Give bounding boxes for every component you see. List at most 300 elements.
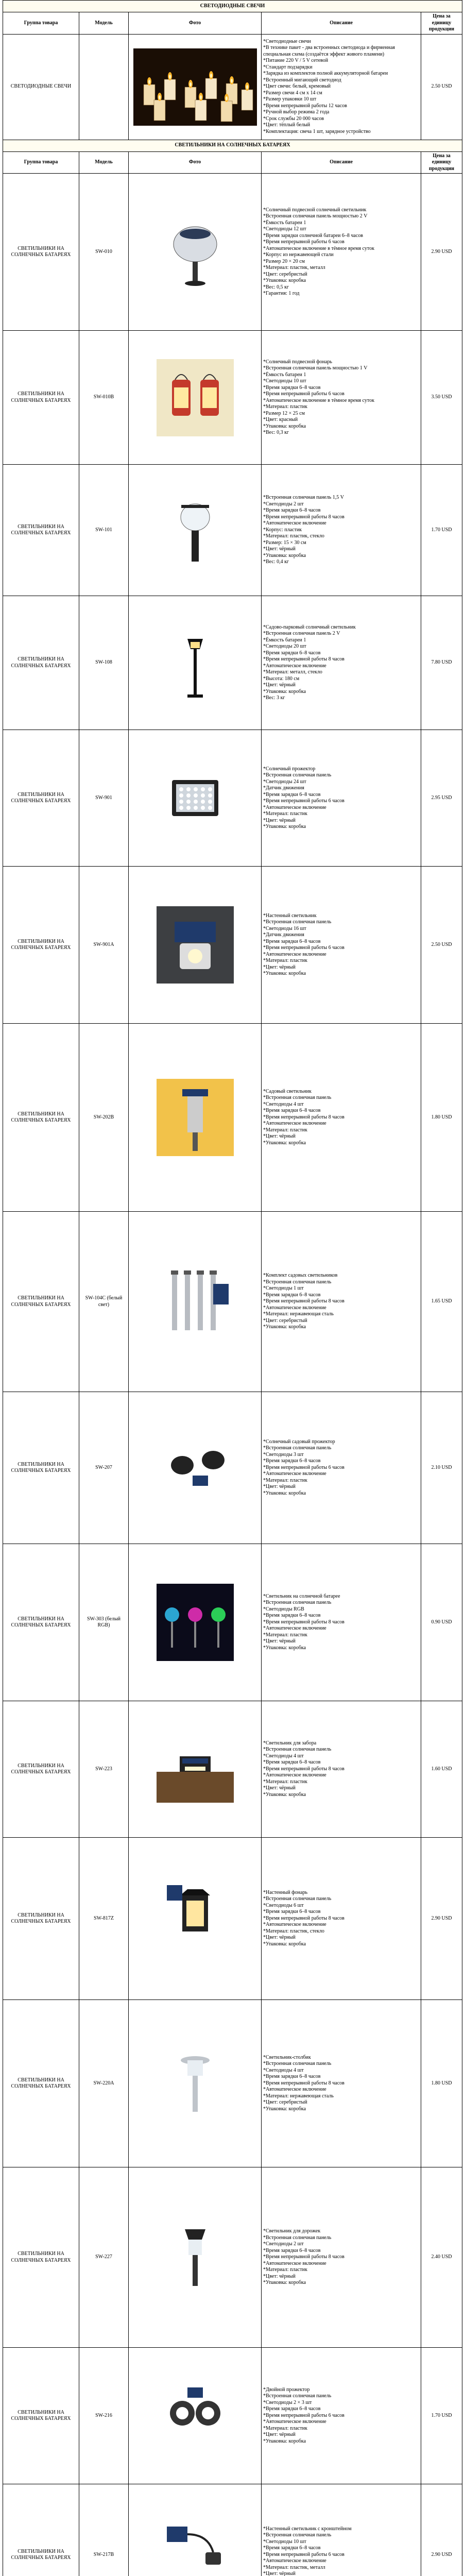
header-photo: Фото: [129, 12, 262, 35]
description-line: *Упаковка: коробка: [263, 1324, 306, 1330]
description-line: *Материал: пластик, металл: [263, 2564, 325, 2570]
description-line: *Датчик движения: [263, 785, 304, 791]
description-line: *Время зарядки 6–8 часов: [263, 1613, 321, 1619]
description-line: *Корпус из нержавеющей стали: [263, 252, 334, 258]
description-line: *Автоматическое включение: [263, 2260, 326, 2266]
header-price: Цена за единицу продукции: [421, 151, 462, 174]
description-line: *Время непрерывной работы 12 часов: [263, 103, 347, 109]
product-description: [262, 2167, 421, 2348]
description-line: *Цвет: чёрный: [263, 964, 296, 970]
description-line: *Светодиоды 4 шт: [263, 2067, 304, 2073]
description-line: *Размер: 15 × 30 см: [263, 539, 306, 546]
description-line: *Комплектация: свеча 1 шт, зарядное устройство: [263, 128, 371, 134]
description-line: *Автоматическое включение: [263, 520, 326, 527]
description-line: *Встроенная солнечная панель 1,5 V: [263, 495, 345, 501]
description-line: *Материал: пластик: [263, 958, 307, 963]
description-line: *Встроенная солнечная панель: [263, 1896, 332, 1902]
photo-frame: [130, 332, 260, 463]
header-model: Модель: [79, 151, 129, 174]
product-description: [262, 1544, 421, 1701]
description-line: *Автоматическое включение: [263, 1304, 326, 1311]
product-model: SW-207: [79, 1392, 129, 1544]
product-model: SW-101: [79, 465, 129, 596]
product-price: 2.10 USD: [421, 1392, 462, 1544]
product-model: SW-010B: [79, 331, 129, 465]
description-line: *Вес: 0,4 кг: [263, 559, 289, 565]
description-line: *Светильник для забора: [263, 1740, 317, 1746]
description-line: *Материал: нержавеющая сталь: [263, 2093, 334, 2099]
product-group: СВЕТИЛЬНИКИ НА СОЛНЕЧНЫХ БАТАРЕЯХ: [3, 867, 79, 1024]
product-group: СВЕТИЛЬНИКИ НА СОЛНЕЧНЫХ БАТАРЕЯХ: [3, 465, 79, 596]
product-model: SW-901: [79, 730, 129, 867]
description-line: *Упаковка: коробка: [263, 2438, 306, 2444]
description-line: *Встроенная солнечная панель: [263, 1600, 332, 1606]
description-line: *Светодиоды 16 шт: [263, 925, 306, 931]
product-model: [79, 34, 129, 140]
description-line: *Ёмкость батареи 1: [263, 371, 306, 378]
photo-frame: [130, 2001, 260, 2166]
product-photo: [129, 1392, 262, 1544]
description-line: *Настенный светильник с кронштейном: [263, 2526, 352, 2532]
product-photo: [129, 174, 262, 331]
product-model: SW-901A: [79, 867, 129, 1024]
photo-frame: [130, 1393, 260, 1543]
description-line: *Автоматическое включение в тёмное время суток: [263, 397, 375, 403]
product-photo: [129, 2348, 262, 2484]
product-row: [3, 2167, 462, 2348]
description-line: *Светодиоды RGB: [263, 1606, 304, 1612]
description-line: *Светодиоды 4 шт: [263, 1101, 304, 1107]
description-line: *Время непрерывной работы 6 часов: [263, 945, 345, 951]
description-line: *Высота: 180 см: [263, 675, 300, 682]
description-line: *Материал: пластик: [263, 811, 307, 817]
description-line: *Светодиоды 12 шт: [263, 226, 306, 232]
color-stake-icon: [157, 1584, 234, 1661]
header-model: Модель: [79, 12, 129, 35]
garden-spot-icon: [157, 1079, 234, 1156]
product-photo: [129, 465, 262, 596]
product-group: СВЕТИЛЬНИКИ НА СОЛНЕЧНЫХ БАТАРЕЯХ: [3, 1701, 79, 1838]
header-row-repeat: [3, 151, 462, 174]
product-model: SW-303 (белый RGB): [79, 1544, 129, 1701]
description-line: *Встроенная солнечная панель: [263, 2393, 332, 2399]
product-price: 2.40 USD: [421, 2167, 462, 2348]
description-line: *Время зарядки 6–8 часов: [263, 2545, 321, 2551]
description-line: *Упаковка: коробка: [263, 552, 306, 558]
product-photo: [129, 34, 262, 140]
product-model: SW-217B: [79, 2484, 129, 2576]
description-line: *Встроенная солнечная панель: [263, 2061, 332, 2067]
description-line: *Садово-парковый солнечный светильник: [263, 624, 356, 630]
description-line: *Срок службы 20 000 часов: [263, 115, 324, 122]
product-group: СВЕТИЛЬНИКИ НА СОЛНЕЧНЫХ БАТАРЕЯХ: [3, 2348, 79, 2484]
description-line: *Время непрерывной работы 6 часов: [263, 798, 345, 804]
description-line: *Время зарядки 6–8 часов: [263, 1458, 321, 1464]
section-solar-title: СВЕТИЛЬНИКИ НА СОЛНЕЧНЫХ БАТАРЕЯХ: [3, 140, 462, 151]
bollard-icon: [157, 2045, 234, 2122]
product-group: СВЕТОДИОДНЫЕ СВЕЧИ: [3, 34, 79, 140]
description-line: *Датчик движения: [263, 932, 304, 938]
product-photo: [129, 1544, 262, 1701]
description-line: *Встроенная солнечная панель: [263, 1279, 332, 1285]
description-line: *Двойной прожектор: [263, 2386, 310, 2393]
description-line: *Материал: пластик: [263, 1127, 307, 1133]
product-price: 7.80 USD: [421, 596, 462, 730]
description-line: *Цвет: чёрный: [263, 1785, 296, 1791]
description-line: *Время непрерывной работы 6 часов: [263, 2412, 345, 2418]
photo-frame: [130, 2349, 260, 2483]
description-line: *Встроенная солнечная панель: [263, 1445, 332, 1451]
fence-light-icon: [157, 1731, 234, 1808]
description-line: *Время непрерывной работы 8 часов: [263, 1915, 345, 1921]
product-photo: [129, 1212, 262, 1392]
product-description: [262, 867, 421, 1024]
description-line: *Упаковка: коробка: [263, 2106, 306, 2112]
description-line: *Размер упаковки 10 шт: [263, 96, 317, 103]
description-line: *Цвет: чёрный: [263, 546, 296, 552]
description-line: *Время непрерывной работы 8 часов: [263, 2254, 345, 2260]
description-line: *Ёмкость батареи 1: [263, 219, 306, 226]
product-price: 2.90 USD: [421, 174, 462, 331]
description-line: *Встроенная солнечная панель: [263, 1095, 332, 1101]
stake-light-icon: [157, 1263, 234, 1341]
wall-light-icon: [157, 906, 234, 984]
description-line: *В технике пакет - два встроенных светодиода и фирменная специальная схема (создаётся эффект живого пламени): [263, 45, 395, 57]
description-line: *Цвет: чёрный: [263, 2273, 296, 2279]
description-line: *Время зарядки 6–8 часов: [263, 1909, 321, 1915]
product-description: [262, 174, 421, 331]
description-line: *Цвет: серебристый: [263, 1317, 307, 1324]
description-line: *Время зарядки 6–8 часов: [263, 507, 321, 514]
product-description: [262, 1392, 421, 1544]
description-line: *Светодиоды 4 шт: [263, 1753, 304, 1759]
product-model: SW-108: [79, 596, 129, 730]
description-line: *Цвет: чёрный: [263, 1133, 296, 1140]
product-price: 2.50 USD: [421, 867, 462, 1024]
header-description: Описание: [262, 12, 421, 35]
description-line: *Автоматическое включение: [263, 1772, 326, 1778]
product-row: [3, 2000, 462, 2167]
description-line: *Материал: пластик, стекло: [263, 1928, 324, 1934]
pathway-light-icon: [157, 2219, 234, 2296]
description-line: *Упаковка: коробка: [263, 971, 306, 976]
product-row: [3, 465, 462, 596]
photo-frame: [130, 466, 260, 595]
product-price: 2.50 USD: [421, 34, 462, 140]
product-group: СВЕТИЛЬНИКИ НА СОЛНЕЧНЫХ БАТАРЕЯХ: [3, 1024, 79, 1212]
description-line: *Материал: пластик: [263, 1778, 307, 1785]
product-description: [262, 465, 421, 596]
description-line: *Время непрерывной работы 6 часов: [263, 239, 345, 245]
description-line: *Автоматическое включение: [263, 2419, 326, 2425]
description-line: *Материал: пластик: [263, 2425, 307, 2431]
description-line: *Время зарядки 6–8 часов: [263, 2247, 321, 2253]
description-line: *Комплект садовых светильников: [263, 1273, 338, 1279]
description-line: *Цвет: чёрный: [263, 817, 296, 823]
header-group: Группа товара: [3, 151, 79, 174]
description-line: *Время непрерывной работы 8 часов: [263, 514, 345, 520]
product-group: СВЕТИЛЬНИКИ НА СОЛНЕЧНЫХ БАТАРЕЯХ: [3, 596, 79, 730]
description-line: *Автоматическое включение: [263, 2087, 326, 2093]
product-row: [3, 1024, 462, 1212]
description-line: *Автоматическое включение: [263, 804, 326, 810]
description-line: *Цвет: чёрный: [263, 1484, 296, 1490]
product-description: [262, 331, 421, 465]
product-group: СВЕТИЛЬНИКИ НА СОЛНЕЧНЫХ БАТАРЕЯХ: [3, 331, 79, 465]
description-line: *Гарантия: 1 год: [263, 291, 300, 296]
description-line: *Время зарядки 6–8 часов: [263, 791, 321, 798]
product-photo: [129, 1838, 262, 2000]
product-row: [3, 1212, 462, 1392]
description-line: *Время непрерывной работы 6 часов: [263, 391, 345, 397]
description-line: *Автоматическое включение: [263, 1922, 326, 1928]
description-line: *Встроенная солнечная панель: [263, 772, 332, 778]
product-row: [3, 730, 462, 867]
photo-frame: [130, 868, 260, 1022]
description-line: *Ёмкость батареи 1: [263, 637, 306, 643]
description-line: *Упаковка: коробка: [263, 688, 306, 694]
candle-row: [3, 34, 462, 140]
description-line: *Упаковка: коробка: [263, 278, 306, 283]
header-price: Цена за единицу продукции: [421, 12, 462, 35]
description-line: *Упаковка: коробка: [263, 2280, 306, 2286]
description-line: *Встроенная солнечная панель: [263, 2234, 332, 2241]
product-price: 1.80 USD: [421, 1024, 462, 1212]
description-line: *Цвет: серебристый: [263, 271, 307, 277]
product-description: [262, 730, 421, 867]
description-line: *Светильник-столбик: [263, 2054, 311, 2060]
description-line: *Упаковка: коробка: [263, 1791, 306, 1798]
description-line: *Упаковка: коробка: [263, 1490, 306, 1496]
description-line: *Цвет: чёрный: [263, 682, 296, 688]
photo-frame: [130, 2485, 260, 2576]
product-photo: [129, 2484, 262, 2576]
description-line: *Время непрерывной работы 8 часов: [263, 1766, 345, 1772]
description-line: *Упаковка: коробка: [263, 1140, 306, 1146]
header-row: [3, 12, 462, 35]
product-group: СВЕТИЛЬНИКИ НА СОЛНЕЧНЫХ БАТАРЕЯХ: [3, 1544, 79, 1701]
description-line: *Цвет: чёрный: [263, 1638, 296, 1645]
description-line: *Размер 20 × 20 см: [263, 258, 305, 264]
product-row: [3, 2484, 462, 2576]
description-line: *Материал: пластик: [263, 2267, 307, 2273]
product-row: [3, 1392, 462, 1544]
product-row: [3, 596, 462, 730]
description-line: *Цвет: тёплый белый: [263, 122, 311, 128]
photo-frame: [130, 1839, 260, 1998]
product-row: [3, 1701, 462, 1838]
description-line: *Время зарядки 6–8 часов: [263, 650, 321, 656]
candles-icon: [133, 48, 257, 126]
description-line: *Встроенная солнечная панель: [263, 2532, 332, 2538]
camping-lantern-icon: [157, 359, 234, 436]
description-line: *Светодиодные свечи: [263, 38, 311, 44]
description-line: *Время непрерывной работы 6 часов: [263, 1464, 345, 1470]
product-group: СВЕТИЛЬНИКИ НА СОЛНЕЧНЫХ БАТАРЕЯХ: [3, 1212, 79, 1392]
description-line: *Встроенная солнечная панель: [263, 919, 332, 925]
product-group: СВЕТИЛЬНИКИ НА СОЛНЕЧНЫХ БАТАРЕЯХ: [3, 730, 79, 867]
header-photo: Фото: [129, 151, 262, 174]
header-group: Группа товара: [3, 12, 79, 35]
description-line: *Ручной выбор режима 2 года: [263, 109, 330, 115]
product-row: [3, 867, 462, 1024]
price-list-page: [3, 0, 462, 2576]
description-line: *Упаковка: коробка: [263, 1645, 306, 1651]
product-photo: [129, 867, 262, 1024]
photo-frame: [130, 2168, 260, 2346]
description-line: *Время непрерывной работы 8 часов: [263, 2080, 345, 2086]
description-line: *Светодиоды 20 шт: [263, 643, 306, 649]
product-price: 3.50 USD: [421, 331, 462, 465]
product-description: [262, 1212, 421, 1392]
product-description: [262, 2484, 421, 2576]
product-model: SW-010: [79, 174, 129, 331]
description-line: *Время непрерывной работы 8 часов: [263, 656, 345, 662]
product-model: SW-817Z: [79, 1838, 129, 2000]
description-line: *Встроенная солнечная панель 2 V: [263, 631, 340, 636]
description-line: *Светодиоды 3 шт: [263, 1451, 304, 1458]
description-line: *Зарядка из комплектов полной аккумуляторной батареи: [263, 71, 388, 77]
product-description: [262, 1024, 421, 1212]
product-description: [262, 1701, 421, 1838]
product-group: СВЕТИЛЬНИКИ НА СОЛНЕЧНЫХ БАТАРЕЯХ: [3, 1838, 79, 2000]
description-line: *Автоматическое включение в тёмное время суток: [263, 245, 375, 251]
description-line: *Материал: пластик, стекло: [263, 533, 324, 539]
description-line: *Цвет: красный: [263, 417, 298, 422]
description-line: *Упаковка: коробка: [263, 423, 306, 429]
description-line: *Время зарядки 6–8 часов: [263, 1759, 321, 1766]
description-line: *Время зарядки 6–8 часов: [263, 384, 321, 391]
description-line: *Корпус: пластик: [263, 527, 302, 533]
description-line: *Время зарядки солнечной батареи 6–8 часов: [263, 232, 364, 239]
description-line: *Светодиоды 10 шт: [263, 378, 306, 384]
product-description: [262, 2000, 421, 2167]
product-row: [3, 1544, 462, 1701]
description-line: *Время зарядки 6–8 часов: [263, 938, 321, 944]
product-row: [3, 331, 462, 465]
description-line: *Время непрерывной работы 8 часов: [263, 1619, 345, 1625]
description-line: *Садовый светильник: [263, 1088, 312, 1094]
product-photo: [129, 730, 262, 867]
product-model: SW-220A: [79, 2000, 129, 2167]
description-line: *Время зарядки 6–8 часов: [263, 2074, 321, 2080]
description-line: *Светодиоды 24 шт: [263, 778, 306, 785]
description-line: *Солнечный садовый прожектор: [263, 1438, 335, 1445]
spotlight-icon: [157, 1429, 234, 1506]
product-price: 1.70 USD: [421, 2348, 462, 2484]
lantern-wall-icon: [157, 1880, 234, 1957]
product-group: СВЕТИЛЬНИКИ НА СОЛНЕЧНЫХ БАТАРЕЯХ: [3, 174, 79, 331]
photo-frame: [130, 597, 260, 728]
floodlight-icon: [157, 759, 234, 837]
product-photo: [129, 331, 262, 465]
section-candles: [3, 1, 462, 12]
description-line: *Цвет: чёрный: [263, 2432, 296, 2438]
description-line: *Автоматическое включение: [263, 1121, 326, 1127]
description-line: *Вес: 0,5 кг: [263, 284, 289, 290]
description-line: *Цвет: серебристый: [263, 2099, 307, 2106]
description-line: *Настенный светильник: [263, 912, 317, 919]
description-line: *Светодиоды 10 шт: [263, 2538, 306, 2545]
description-line: *Светодиоды 2 × 3 шт: [263, 2399, 312, 2405]
product-model: SW-223: [79, 1701, 129, 1838]
product-group: СВЕТИЛЬНИКИ НА СОЛНЕЧНЫХ БАТАРЕЯХ: [3, 1392, 79, 1544]
description-line: *Размер свечи 4 см х 14 см: [263, 90, 322, 96]
product-model: SW-227: [79, 2167, 129, 2348]
description-line: *Материал: пластик: [263, 1632, 307, 1638]
description-line: *Солнечный подвесной фонарь: [263, 359, 332, 365]
description-line: *Автоматическое включение: [263, 663, 326, 669]
header-description: Описание: [262, 151, 421, 174]
description-line: *Время непрерывной работы 8 часов: [263, 1114, 345, 1120]
section-candles-title: СВЕТОДИОДНЫЕ СВЕЧИ: [3, 1, 462, 12]
description-line: *Время зарядки 6–8 часов: [263, 1108, 321, 1114]
photo-frame: [130, 1025, 260, 1210]
description-line: *Цвет: чёрный: [263, 2571, 296, 2576]
description-line: *Встроенная солнечная панель мощностью 1 V: [263, 365, 368, 371]
description-line: *Материал: пластик, металл: [263, 265, 325, 270]
twin-spotlight-icon: [157, 2377, 234, 2454]
product-photo: [129, 596, 262, 730]
photo-frame: [130, 1702, 260, 1836]
description-line: *Автоматическое включение: [263, 2558, 326, 2564]
product-description: [262, 34, 421, 140]
description-line: *Светодиоды 2 шт: [263, 2241, 304, 2247]
post-light-icon: [157, 492, 234, 569]
product-photo: [129, 2167, 262, 2348]
solar-lantern-icon: [157, 213, 234, 291]
product-description: [262, 2348, 421, 2484]
description-line: *Материал: пластик: [263, 404, 307, 410]
description-line: *Светодиоды 2 шт: [263, 501, 304, 507]
product-group: СВЕТИЛЬНИКИ НА СОЛНЕЧНЫХ БАТАРЕЯХ: [3, 2484, 79, 2576]
description-line: *Размер 12 × 25 см: [263, 410, 305, 416]
product-photo: [129, 1701, 262, 1838]
product-photo: [129, 2000, 262, 2167]
photo-frame: [130, 1213, 260, 1391]
description-line: *Время непрерывной работы 6 часов: [263, 2551, 345, 2557]
description-line: *Встроенная солнечная панель: [263, 1747, 332, 1753]
product-row: [3, 174, 462, 331]
photo-frame: [130, 175, 260, 329]
description-line: *Автоматическое включение: [263, 951, 326, 957]
product-price: 1.65 USD: [421, 1212, 462, 1392]
product-price: 0.90 USD: [421, 1544, 462, 1701]
description-line: *Питание 220 V / 5 V сетевой: [263, 58, 329, 64]
product-price: 2.95 USD: [421, 730, 462, 867]
product-group: СВЕТИЛЬНИКИ НА СОЛНЕЧНЫХ БАТАРЕЯХ: [3, 2000, 79, 2167]
product-row: [3, 2348, 462, 2484]
product-description: [262, 1838, 421, 2000]
product-model: SW-216: [79, 2348, 129, 2484]
product-model: SW-202B: [79, 1024, 129, 1212]
photo-frame: [130, 731, 260, 865]
description-line: *Светильник на солнечной батарее: [263, 1593, 340, 1599]
price-table: [3, 0, 462, 2576]
description-line: *Материал: нержавеющая сталь: [263, 1311, 334, 1317]
product-row: [3, 1838, 462, 2000]
product-price: 2.90 USD: [421, 2484, 462, 2576]
description-line: *Время зарядки 6–8 часов: [263, 2406, 321, 2412]
description-line: *Светодиоды 1 шт: [263, 1285, 304, 1292]
description-line: *Упаковка: коробка: [263, 824, 306, 829]
description-line: *Время зарядки 6–8 часов: [263, 1292, 321, 1298]
product-group: СВЕТИЛЬНИКИ НА СОЛНЕЧНЫХ БАТАРЕЯХ: [3, 2167, 79, 2348]
description-line: *Стандарт подзарядки: [263, 64, 313, 70]
product-photo: [129, 1024, 262, 1212]
product-price: 1.70 USD: [421, 465, 462, 596]
description-line: *Солнечный прожектор: [263, 766, 316, 772]
